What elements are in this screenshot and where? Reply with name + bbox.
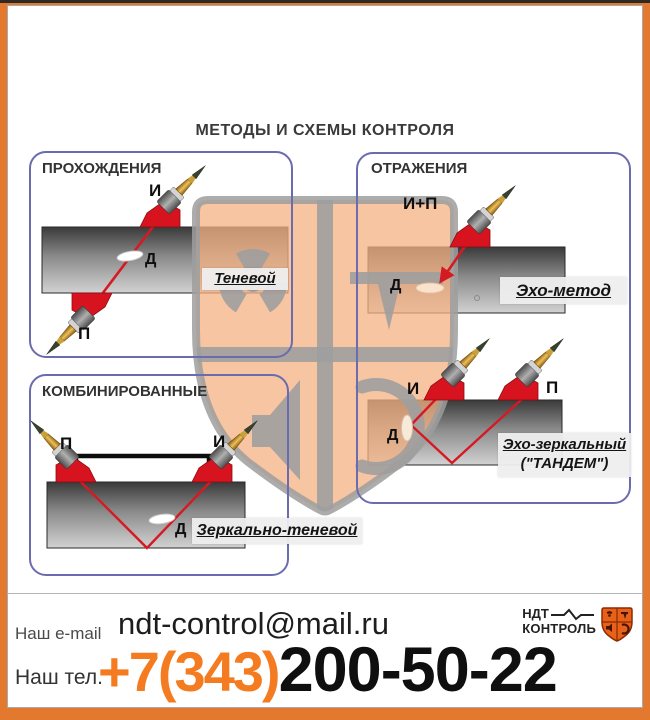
method-label-mirror-shadow: Зеркально-теневой (192, 518, 362, 544)
company-logo (522, 606, 634, 642)
page-title: МЕТОДЫ И СХЕМЫ КОНТРОЛЯ (195, 122, 455, 139)
defect-letter-tandem: Д (387, 427, 399, 444)
phone-main-number: 200-50-22 (278, 635, 557, 705)
panel-reflection-label: ОТРАЖЕНИЯ (371, 160, 468, 177)
transducer-tandem-emitter (424, 332, 496, 400)
transducer-transmission-receiver (40, 293, 112, 361)
pulse-icon (551, 607, 595, 621)
phone-label: Наш тел. (15, 666, 103, 689)
method-label-echo: Эхо-метод (500, 277, 627, 304)
porosity-dot (475, 296, 480, 301)
transducer-echo-combined-probe (450, 179, 522, 247)
receiver-letter-tandem: П (546, 378, 559, 397)
defect-letter-echo: Д (390, 277, 402, 294)
beam-echo (441, 242, 468, 281)
receiver-letter-transmission: П (78, 324, 91, 343)
defect-transmission (116, 249, 143, 262)
logo-text (522, 606, 596, 636)
transducer-tandem-receiver (498, 332, 570, 400)
defect-letter-transmission: Д (145, 251, 157, 268)
email-label: Наш e-mail (15, 624, 102, 643)
emitter-letter-combined: И (213, 432, 226, 451)
emitter-letter-transmission: И (149, 181, 162, 200)
logo-name: НДТ (522, 606, 549, 621)
defect-echo (416, 283, 444, 293)
defect-letter-combined: Д (175, 521, 187, 538)
panel-combined-label: КОМБИНИРОВАННЫЕ (42, 383, 208, 400)
emitter-letter-tandem: И (407, 379, 420, 398)
probe-letter-echo: И+П (403, 194, 438, 213)
phone-area-code: +7(343) (98, 640, 279, 703)
probe-link-bracket (76, 456, 209, 469)
logo-subname: КОНТРОЛЬ (522, 621, 596, 636)
method-label-tandem: Эхо-зеркальный ("ТАНДЕМ") (498, 433, 631, 477)
defect-tandem (402, 415, 413, 441)
logo-shield-icon (600, 606, 634, 642)
receiver-letter-combined: П (60, 434, 73, 453)
panel-transmission-label: ПРОХОЖДЕНИЯ (42, 160, 162, 177)
method-label-shadow: Теневой (202, 268, 288, 290)
email-address[interactable]: ndt-control@mail.ru (118, 606, 389, 641)
transducer-combined-emitter (192, 414, 264, 482)
phone-number[interactable] (98, 634, 557, 706)
contacts-divider (7, 593, 643, 594)
